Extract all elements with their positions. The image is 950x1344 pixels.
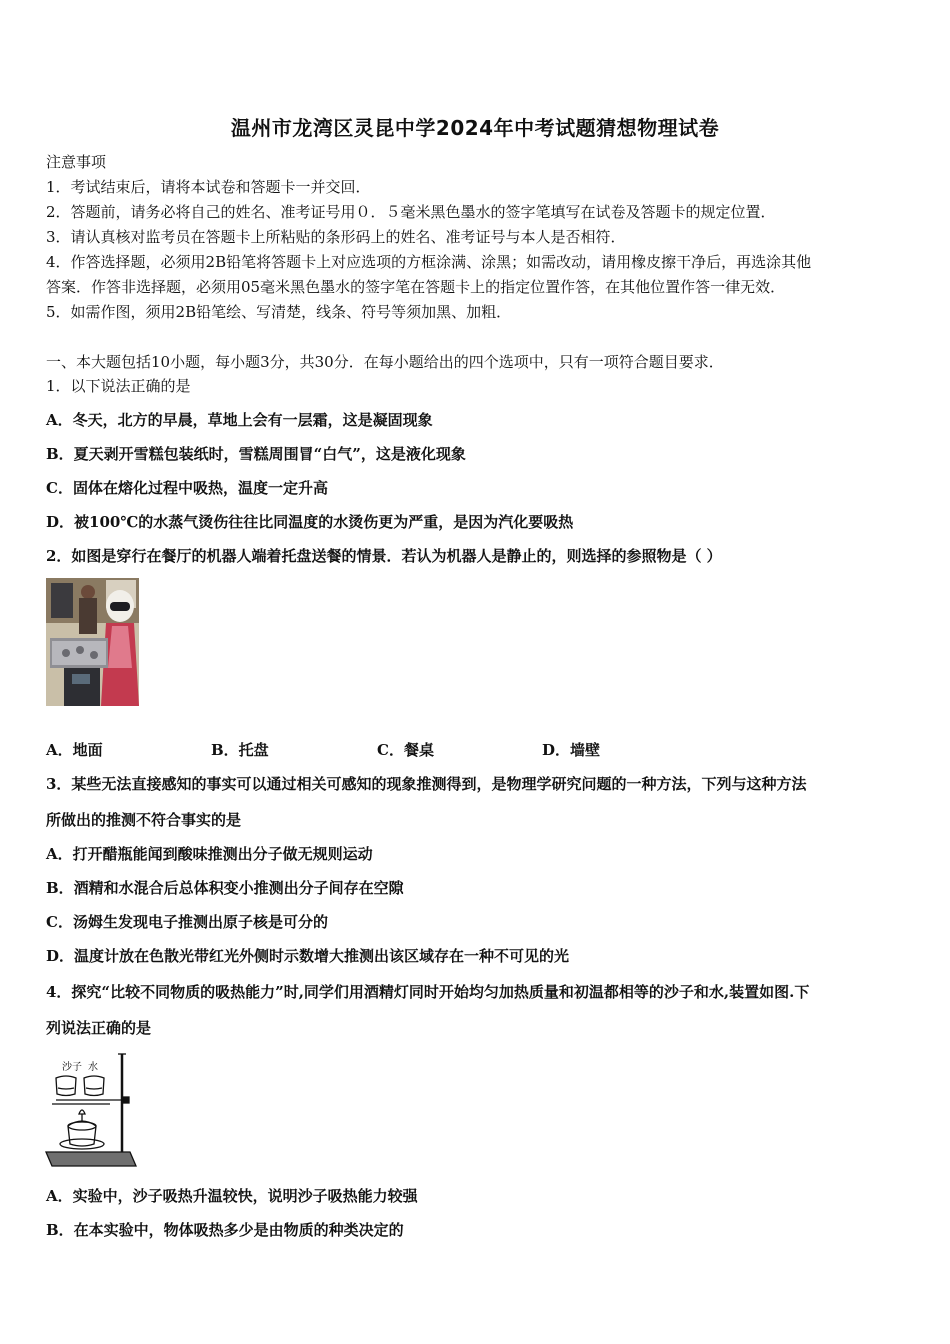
question-4-stem-line2: 列说法正确的是 <box>46 1019 152 1037</box>
q4-option-b: B．在本实验中，物体吸热多少是由物质的种类决定的 <box>46 1221 404 1239</box>
q3-option-a: A．打开醋瓶能闻到酸味推测出分子做无规则运动 <box>46 845 373 863</box>
notice-item: 5．如需作图，须用2B铅笔绘、写清楚，线条、符号等须加黑、加粗． <box>46 303 512 321</box>
q1-option-d: D．被100℃的水蒸气烫伤往往比同温度的水烫伤更为严重，是因为汽化要吸热 <box>46 513 574 531</box>
q2-option-a: A．地面 <box>46 741 103 759</box>
q2-option-c: C．餐桌 <box>377 741 434 759</box>
q3-option-b: B．酒精和水混合后总体积变小推测出分子间存在空隙 <box>46 879 404 897</box>
notice-item: 1．考试结束后，请将本试卷和答题卡一并交回． <box>46 178 371 196</box>
notice-item: 2．答题前，请务必将自己的姓名、准考证号用０．５毫米黑色墨水的签字笔填写在试卷及答题卡的规定位置． <box>46 203 776 221</box>
heating-apparatus-diagram <box>44 1048 138 1170</box>
notice-item: 4．作答选择题，必须用2B铅笔将答题卡上对应选项的方框涂满、涂黑；如需改动，请用橡皮擦干净后，再选涂其他 <box>46 253 812 271</box>
question-1-stem: 1．以下说法正确的是 <box>46 377 191 395</box>
q2-option-b: B．托盘 <box>211 741 269 759</box>
q3-option-d: D．温度计放在色散光带红光外侧时示数增大推测出该区域存在一种不可见的光 <box>46 947 570 965</box>
q4-option-a: A．实验中，沙子吸热升温较快，说明沙子吸热能力较强 <box>46 1187 418 1205</box>
notice-item: 3．请认真核对监考员在答题卡上所粘贴的条形码上的姓名、准考证号与本人是否相符． <box>46 228 626 246</box>
page-title: 温州市龙湾区灵昆中学2024年中考试题猜想物理试卷 <box>230 116 720 140</box>
water-label: 水 <box>88 1062 98 1073</box>
sand-label: 沙子 <box>62 1062 82 1073</box>
question-4-stem-line1: 4．探究“比较不同物质的吸热能力”时,同学们用酒精灯同时开始均匀加热质量和初温都相等的沙子和水,装置如图.下 <box>46 983 810 1001</box>
notice-heading: 注意事项 <box>46 153 107 171</box>
q1-option-a: A．冬天，北方的早晨，草地上会有一层霜，这是凝固现象 <box>46 411 433 429</box>
restaurant-robot-photo <box>46 578 139 706</box>
question-3-stem-line1: 3．某些无法直接感知的事实可以通过相关可感知的现象推测得到，是物理学研究问题的一种方法，下列与这种方法 <box>46 775 807 793</box>
notice-item: 答案．作答非选择题，必须用05毫米黑色墨水的签字笔在答题卡上的指定位置作答，在其他位置作答一律无效． <box>46 278 786 296</box>
section-heading: 一、本大题包括10小题，每小题3分，共30分．在每小题给出的四个选项中，只有一项符合题目要求． <box>46 353 724 371</box>
q2-option-d: D．墙壁 <box>542 741 601 759</box>
q3-option-c: C．汤姆生发现电子推测出原子核是可分的 <box>46 913 328 931</box>
q1-option-c: C．固体在熔化过程中吸热，温度一定升高 <box>46 479 328 497</box>
question-2-stem: 2．如图是穿行在餐厅的机器人端着托盘送餐的情景．若认为机器人是静止的，则选择的参照物是（ ） <box>46 547 722 565</box>
q1-option-b: B．夏天剥开雪糕包装纸时，雪糕周围冒“白气”，这是液化现象 <box>46 445 466 463</box>
question-3-stem-line2: 所做出的推测不符合事实的是 <box>46 811 242 829</box>
